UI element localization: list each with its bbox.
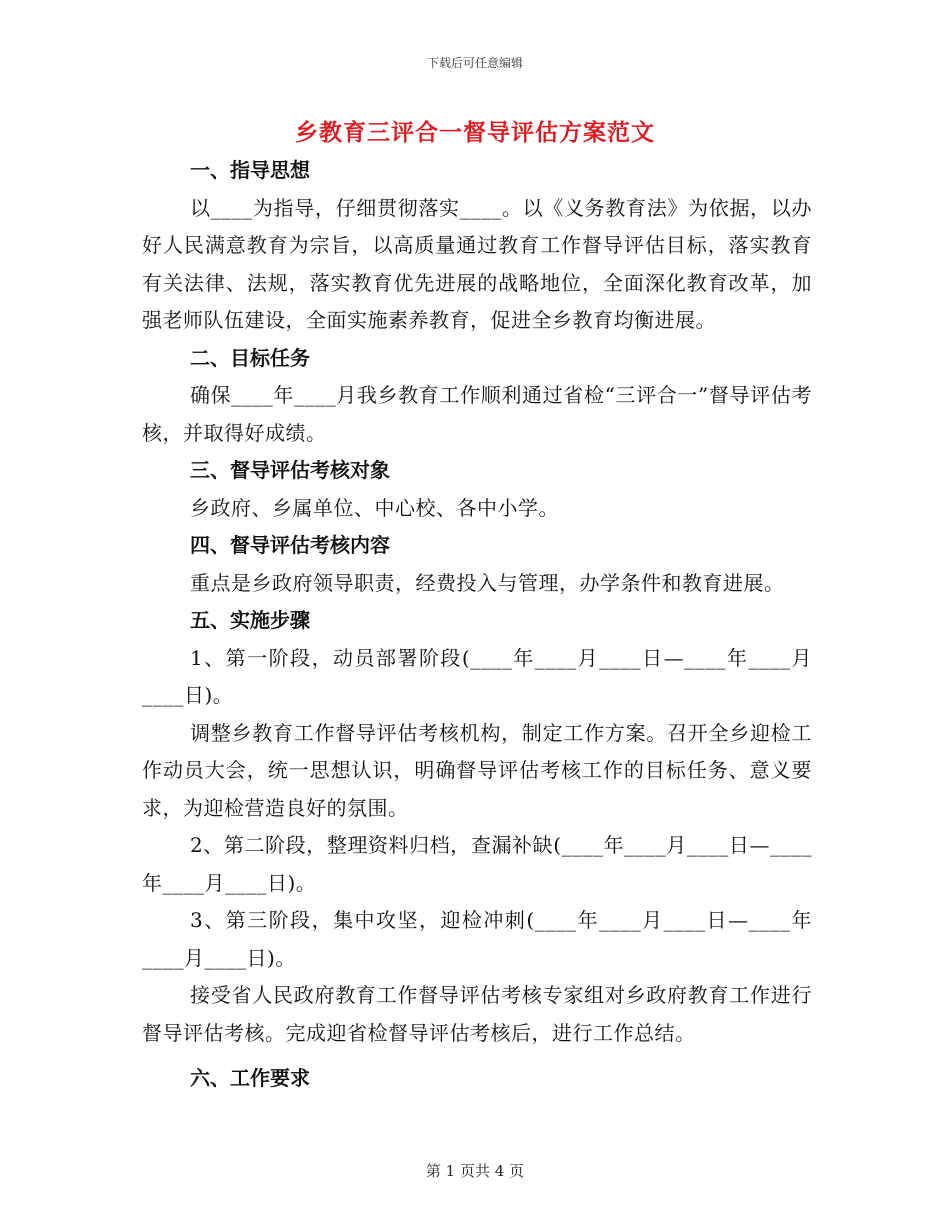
paragraph: 以____为指导，仔细贯彻落实____。以《义务教育法》为依据，以办好人民满意教育为宗旨，以高质量通过教育工作督导评估目标，落实教育有关法律、法规，落实教育优先进展的战略地位，全面深化教育改革，加强老师队伍建设，全面实施素养教育，促进全乡教育均衡进展。 [142,195,812,332]
section-heading: 六、工作要求 [190,1066,310,1090]
section-heading: 四、督导评估考核内容 [190,533,390,557]
section-heading: 二、目标任务 [190,345,310,370]
paragraph: 调整乡教育工作督导评估考核机构，制定工作方案。召开全乡迎检工作动员大会，统一思想认识，明确督导评估考核工作的目标任务、意义要求，为迎检营造良好的氛围。 [142,720,812,820]
page-header-note: 下载后可任意编辑 [426,56,523,70]
section-heading: 一、指导思想 [190,158,310,182]
paragraph: 2、第二阶段，整理资料归档，查漏补缺(____年____月____日—____年____月____日)。 [142,833,812,895]
paragraph: 1、第一阶段，动员部署阶段(____年____月____日—____年____月____日)。 [142,645,812,707]
document-title: 乡教育三评合一督导评估方案范文 [295,120,655,146]
paragraph: 重点是乡政府领导职责，经费投入与管理，办学条件和教育进展。 [190,570,785,595]
section-heading: 五、实施步骤 [190,608,310,632]
document-body [142,152,812,1098]
section-heading: 三、督导评估考核对象 [190,458,390,482]
paragraph: 乡政府、乡属单位、中心校、各中小学。 [190,495,559,520]
paragraph: 确保____年____月我乡教育工作顺利通过省检“三评合一”督导评估考核，并取得好成绩。 [142,383,812,445]
paragraph: 3、第三阶段，集中攻坚，迎检冲刺(____年____月____日—____年____月____日)。 [142,908,812,970]
paragraph: 接受省人民政府教育工作督导评估考核专家组对乡政府教育工作进行督导评估考核。完成迎省检督导评估考核后，进行工作总结。 [142,983,812,1045]
page-footer: 第 1 页共 4 页 [425,1162,525,1180]
